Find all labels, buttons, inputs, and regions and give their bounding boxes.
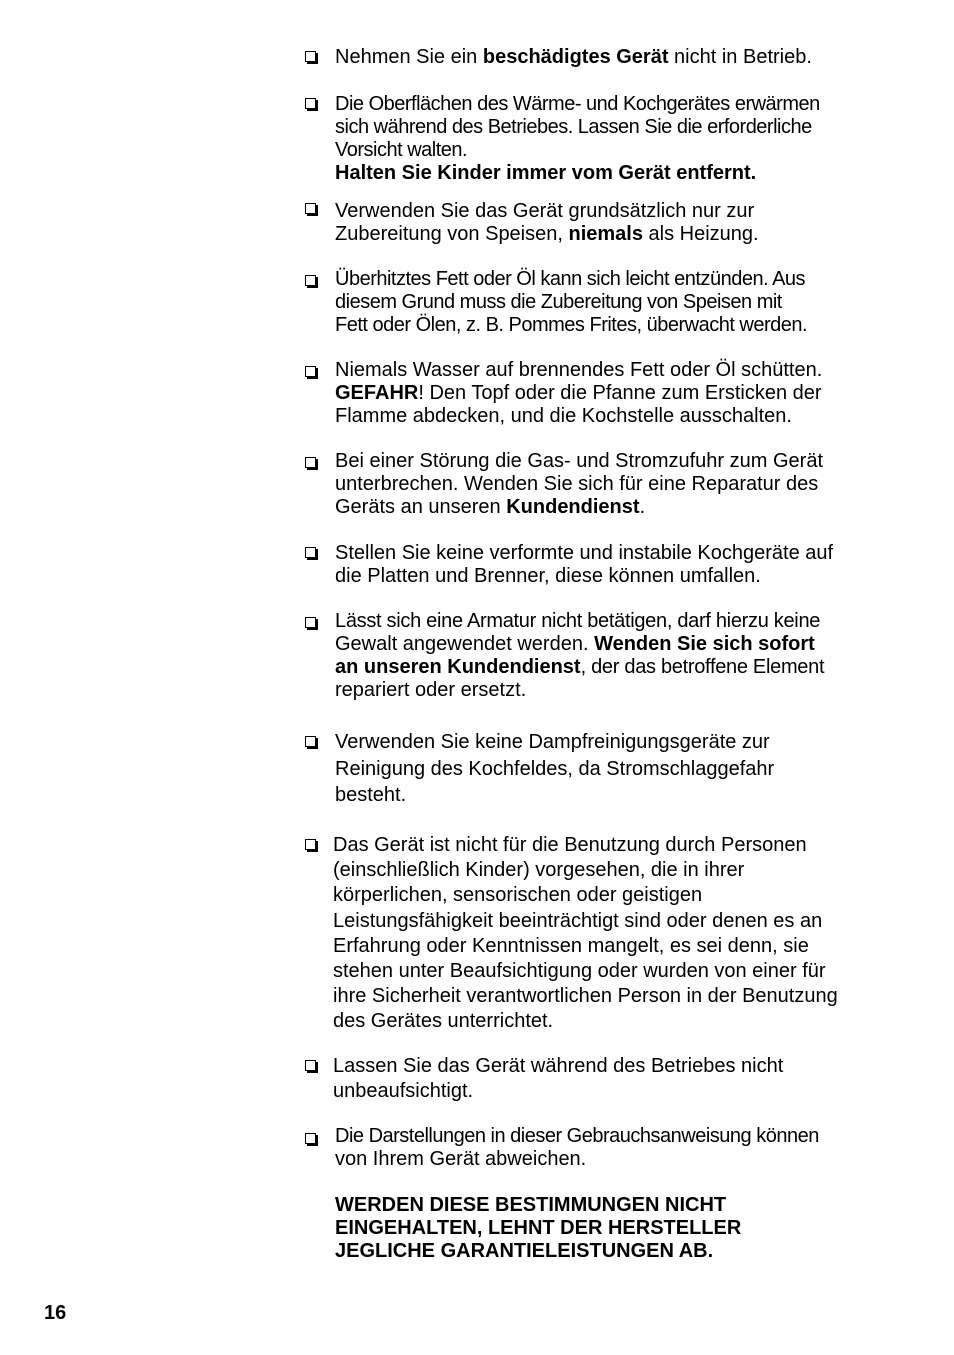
instruction-item bbox=[305, 1125, 905, 1171]
instruction-text: Stellen Sie keine verformte und instabile Kochgeräte auf die Platten und Brenner, diese können umfallen. bbox=[335, 542, 834, 587]
instruction-text: Die Oberflächen des Wärme- und Kochgerätes erwärmen sich während des Betriebes. Lassen Sie die erforderliche Vorsicht walten. Halten Sie Kinder immer vom Gerät entfernt. bbox=[335, 93, 820, 184]
instruction-text: Überhitztes Fett oder Öl kann sich leicht entzünden. Aus diesem Grund muss die Zubereitung von Speisen mit Fett oder Ölen, z. B. Pommes Frites, überwacht werden. bbox=[335, 268, 808, 336]
checkbox-bullet-icon bbox=[305, 203, 316, 214]
instruction-item bbox=[305, 268, 905, 337]
instruction-item bbox=[305, 200, 905, 246]
instruction-text: Bei einer Störung die Gas- und Stromzufuhr zum Gerät unterbrechen. Wenden Sie sich für eine Reparatur des Geräts an unseren Kundendienst. bbox=[335, 450, 824, 518]
instruction-item bbox=[305, 610, 905, 702]
checkbox-bullet-icon bbox=[305, 547, 316, 558]
checkbox-bullet-icon bbox=[305, 839, 316, 850]
checkbox-bullet-icon bbox=[305, 736, 316, 747]
instruction-text: Lässt sich eine Armatur nicht betätigen, darf hierzu keine Gewalt angewendet werden. Wenden Sie sich sofort an unseren Kundendienst, der das betroffene Element repariert oder ersetzt. bbox=[335, 610, 825, 701]
instruction-item bbox=[305, 542, 905, 588]
page-number: 16 bbox=[44, 1302, 67, 1324]
instruction-item bbox=[305, 359, 905, 428]
checkbox-bullet-icon bbox=[305, 1133, 316, 1144]
instruction-text: Verwenden Sie das Gerät grundsätzlich nur zur Zubereitung von Speisen, niemals als Heizung. bbox=[335, 200, 759, 245]
checkbox-bullet-icon bbox=[305, 366, 316, 377]
instruction-text: Niemals Wasser auf brennendes Fett oder Öl schütten. GEFAHR! Den Topf oder die Pfanne zum Ersticken der Flamme abdecken, und die Kochstelle ausschalten. bbox=[335, 359, 823, 427]
checkbox-bullet-icon bbox=[305, 51, 316, 62]
instruction-text: Die Darstellungen in dieser Gebrauchsanweisung können von Ihrem Gerät abweichen. bbox=[335, 1125, 819, 1170]
instruction-text: Verwenden Sie keine Dampfreinigungsgeräte zur Reinigung des Kochfeldes, da Stromschlaggefahr besteht. bbox=[335, 731, 775, 806]
instruction-item bbox=[305, 450, 905, 519]
checkbox-bullet-icon bbox=[305, 275, 316, 286]
warranty-notice: WERDEN DIESE BESTIMMUNGEN NICHT EINGEHALTEN, LEHNT DER HERSTELLER JEGLICHE GARANTIELEISTUNGEN AB. bbox=[335, 1194, 742, 1262]
instruction-item bbox=[305, 833, 905, 1035]
checkbox-bullet-icon bbox=[305, 617, 316, 628]
instruction-item bbox=[305, 46, 905, 69]
instruction-text: Lassen Sie das Gerät während des Betriebes nicht unbeaufsichtigt. bbox=[333, 1055, 784, 1102]
instruction-text: Nehmen Sie ein beschädigtes Gerät nicht in Betrieb. bbox=[335, 46, 812, 68]
checkbox-bullet-icon bbox=[305, 457, 316, 468]
instruction-item bbox=[305, 729, 905, 809]
checkbox-bullet-icon bbox=[305, 1060, 316, 1071]
instruction-text: Das Gerät ist nicht für die Benutzung durch Personen (einschließlich Kinder) vorgesehen, die in ihrer körperlichen, sensorischen oder geistigen Leistungsfähigkeit beeinträchtigt sind oder denen es an Erfahrung oder Kenntnissen mangelt, es sei denn, sie stehen unter Beaufsichtigung oder wurden von einer für ihre Sicherheit verantwortlichen Person in der Benutzung des Gerätes unterrichtet. bbox=[333, 834, 838, 1033]
checkbox-bullet-icon bbox=[305, 98, 316, 109]
instruction-item bbox=[305, 93, 905, 185]
instruction-item bbox=[305, 1054, 905, 1104]
